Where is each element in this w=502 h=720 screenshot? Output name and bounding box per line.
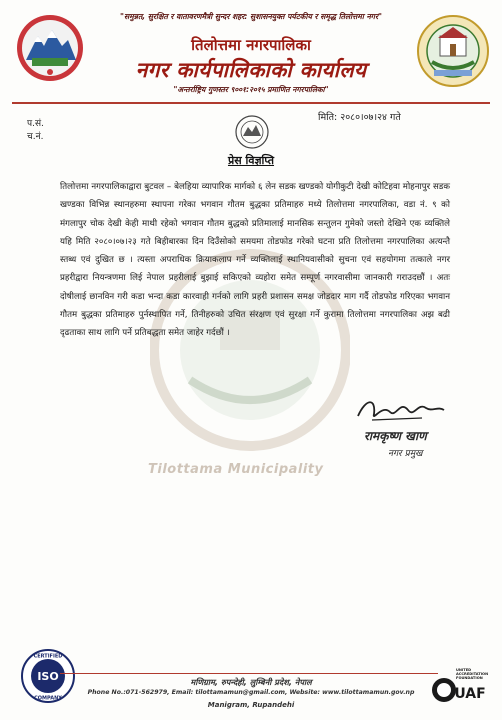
uaf-badge-text: UAF	[454, 686, 486, 702]
date-label: मिति:	[318, 112, 338, 123]
iso-badge-text: ISO	[37, 670, 59, 683]
office-title: नगर कार्यपालिकाको कार्यालय	[135, 58, 367, 82]
municipality-motto: "समुन्नत, सुरक्षित र वातावरणमैत्री सुन्दर शहर: सुशासनयुक्त पर्यटकीय र समृद्ध तिलोत्तमा नगर"	[119, 12, 383, 21]
signatory-role: नगर प्रमुख	[388, 449, 423, 459]
uaf-badge-caption: UNITED ACCREDITATION FOUNDATION	[456, 668, 489, 681]
nepal-emblem-logo	[14, 12, 86, 84]
press-release-body: तिलोत्तमा नगरपालिकाद्वारा बुटवल – बेलहिया व्यापारिक मार्गको ६ लेन सडक खण्डको योगीकुटी देखी कोटिहवा मोहनापुर सडक खण्डका विभिन्न स्थानहरुमा स्थापना गरेका भगवान गौतम बुद्धका प्रतिमाहरु मध्ये तिलोत्तमा नगरपालिका, वडा नं. ९ को मंगलापुर चोक देखी केही माथी रहेको भगवान गौतम बुद्धको प्रतिमालाई मानसिक सन्तुलन गुमेको जस्तो देखिने एक व्यक्तिले यहि मिति २०८०।०७।२३ गते बिहीबारका दिन दिउँसोको समयमा तोडफोड गरेको घटना प्रति तिलोत्तमा नगरपालिका अत्यन्तै स्तब्ध एवं दुखित छ । त्यस्ता अपराधिक क्रियाकलाप गर्ने व्यक्तिलाई स्थानियवासीको सुचना एवं सहयोगमा तत्काले नगर प्रहरीद्वारा नियन्त्रणमा लिई नेपाल प्रहरीलाई बुझाई सकिएको व्यहोरा समेत सम्पूर्ण नगरवासीमा जानकारी गराउदछौं । अतः दोषीलाई छानविन गरी कडा भन्दा कडा कारवाही गर्नको लागि प्रहरी प्रशासन समक्ष जोडदार माग गर्दै तोडफोड गरिएका भगवान गौतम बुद्धका प्रतिमाहरु पुर्नस्थापित गर्ने, तिनीहरुको उचित संरक्षण एवं सुरक्षा गर्ने कुरामा तिलोत्तमा नगरपालिका अझ बढी दृढताका साथ लागि पर्ने प्रतिबद्धता समेत जाहेर गर्दछौं ।	[60, 182, 450, 339]
press-release-heading: प्रेस विज्ञप्ति	[227, 154, 275, 167]
iso-badge	[20, 648, 76, 704]
ref-number-label: प.सं.	[27, 119, 44, 129]
iso-ring-text: CERTIFIED	[33, 653, 63, 660]
footer-address: मणिग्राम, रुपन्देही, लुम्बिनी प्रदेश, नेपाल	[190, 677, 312, 687]
signatory-name: रामकृष्ण खाण	[364, 429, 427, 443]
watermark-text: Tilottama Municipality	[148, 462, 324, 477]
date-value: २०८०।०७।२४ गते	[340, 112, 401, 123]
footer-divider	[60, 673, 438, 674]
mayor-signature	[352, 392, 448, 426]
dispatch-number-label: च.नं.	[27, 132, 44, 142]
iso-certification-line: "अन्तर्राष्ट्रिय गुणस्तर ९००१:२०१५ प्रमाणित नगरपालिका"	[173, 85, 329, 94]
letter-date	[318, 110, 401, 123]
municipality-seal-logo	[416, 14, 490, 88]
office-stamp	[234, 114, 270, 150]
footer-contact: Phone No.:071-562979, Email: tilottamamun@gmail.com, Website: www.tilottamamun.gov.np	[87, 689, 415, 696]
footer-address-en: Manigram, Rupandehi	[207, 701, 295, 709]
office-name: तिलोत्तमा नगरपालिका	[191, 36, 311, 54]
header-divider	[12, 102, 490, 104]
iso-ring-bottom-text: COMPANY	[34, 695, 62, 702]
